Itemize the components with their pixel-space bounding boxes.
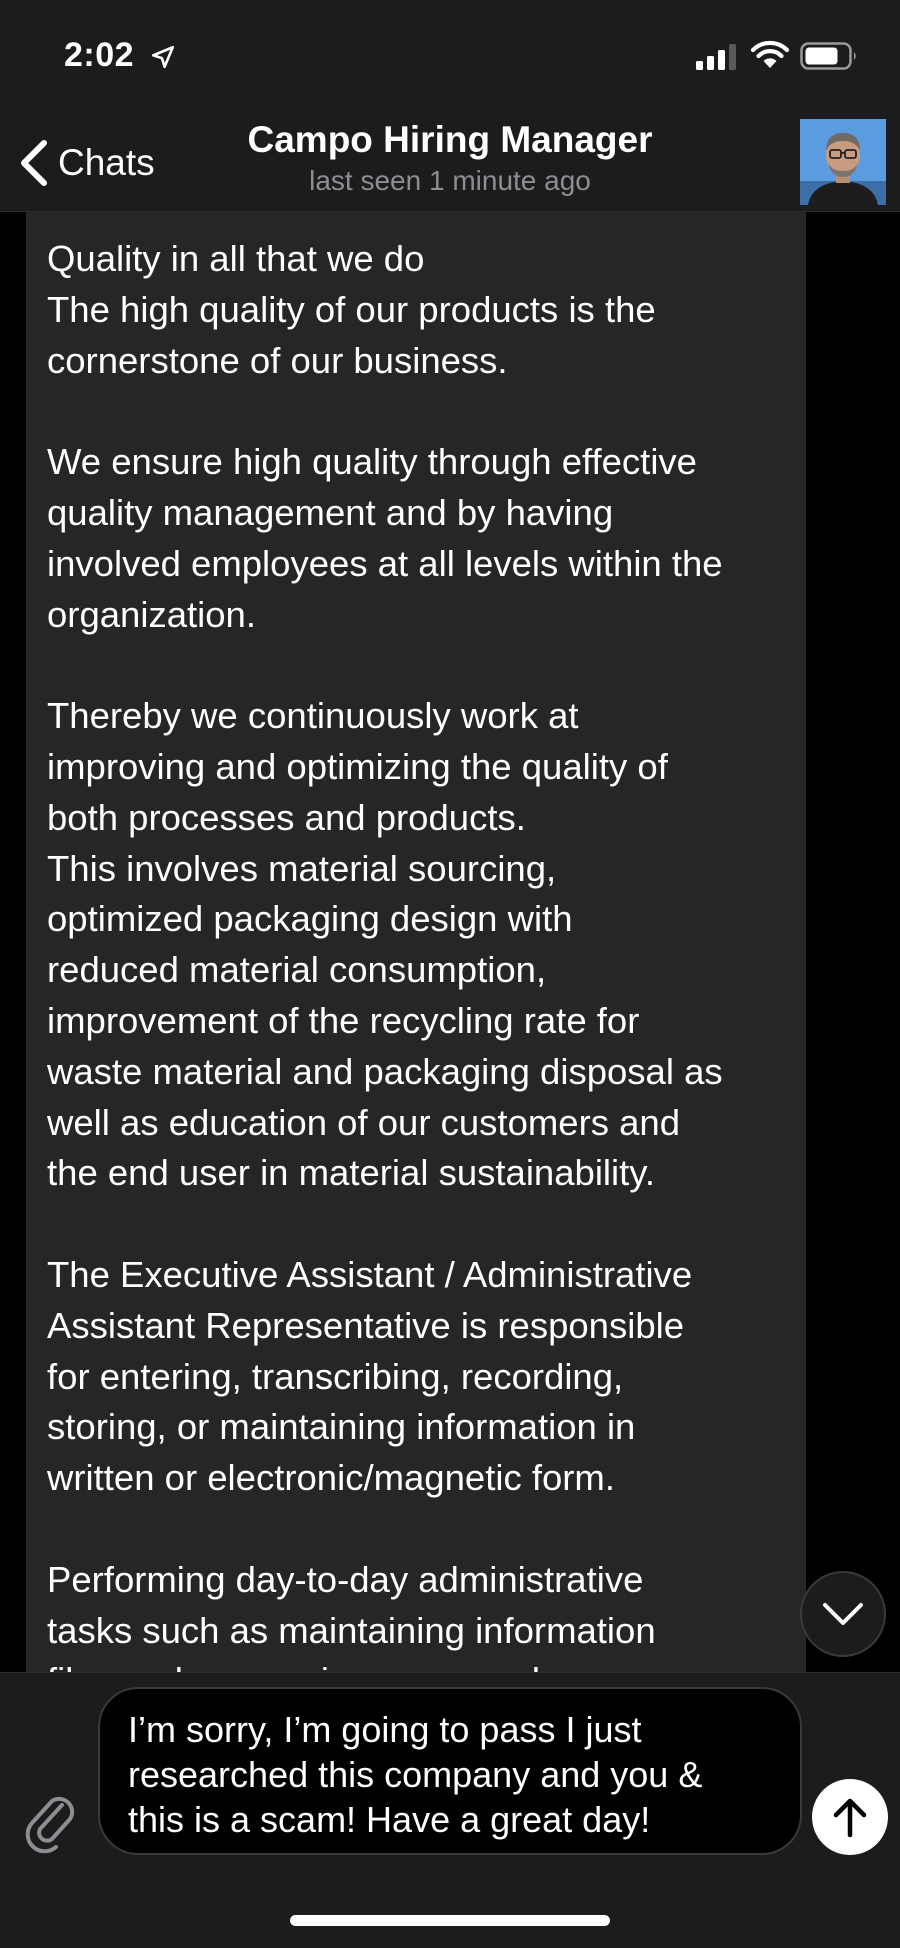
- arrow-up-icon: [830, 1795, 870, 1839]
- incoming-message-bubble: [26, 212, 806, 1672]
- message-text: Quality in all that we do The high quality of our products is the cornerstone of our business. We ensure high quality through effective quality management and by having involved employees at all levels within the organization. Thereby we continuously work at improving and optimizing the quality of both processes and products. This involves material sourcing, optimized packaging design with reduced material consumption, improvement of the recycling rate for waste material and packaging disposal as well as education of our customers and the end user in material sustainability. The Executive Assistant / Administrative Assistant Representative is responsible for entering, transcribing, recording, storing, or maintaining information in written or electronic/magnetic form. Performing day-to-day administrative tasks such as maintaining information: [47, 238, 723, 1651]
- chat-title: Campo Hiring Manager: [247, 119, 653, 160]
- send-button[interactable]: [812, 1779, 888, 1855]
- signal-icon: [696, 44, 738, 70]
- back-label: Chats: [58, 142, 155, 183]
- wifi-icon: [750, 40, 790, 70]
- back-button[interactable]: [16, 135, 155, 191]
- last-seen-status: last seen 1 minute ago: [309, 165, 591, 196]
- avatar-photo: [800, 119, 886, 205]
- messages-area[interactable]: [0, 212, 900, 1672]
- message-input[interactable]: I’m sorry, I’m going to pass I just researched this company and you & this is a scam! Have a great day!: [98, 1687, 802, 1855]
- chevron-down-icon: [821, 1601, 865, 1627]
- scroll-to-bottom-button[interactable]: [800, 1571, 886, 1657]
- avatar[interactable]: [800, 119, 886, 205]
- chevron-left-icon: [16, 137, 50, 189]
- status-bar: [0, 0, 900, 115]
- chat-header: [0, 115, 900, 212]
- message-composer: [0, 1672, 900, 1948]
- battery-icon: [800, 42, 858, 70]
- paperclip-icon[interactable]: [22, 1787, 78, 1851]
- home-indicator[interactable]: [290, 1915, 610, 1926]
- status-time: 2:02: [64, 36, 135, 74]
- location-arrow-icon: [150, 44, 176, 70]
